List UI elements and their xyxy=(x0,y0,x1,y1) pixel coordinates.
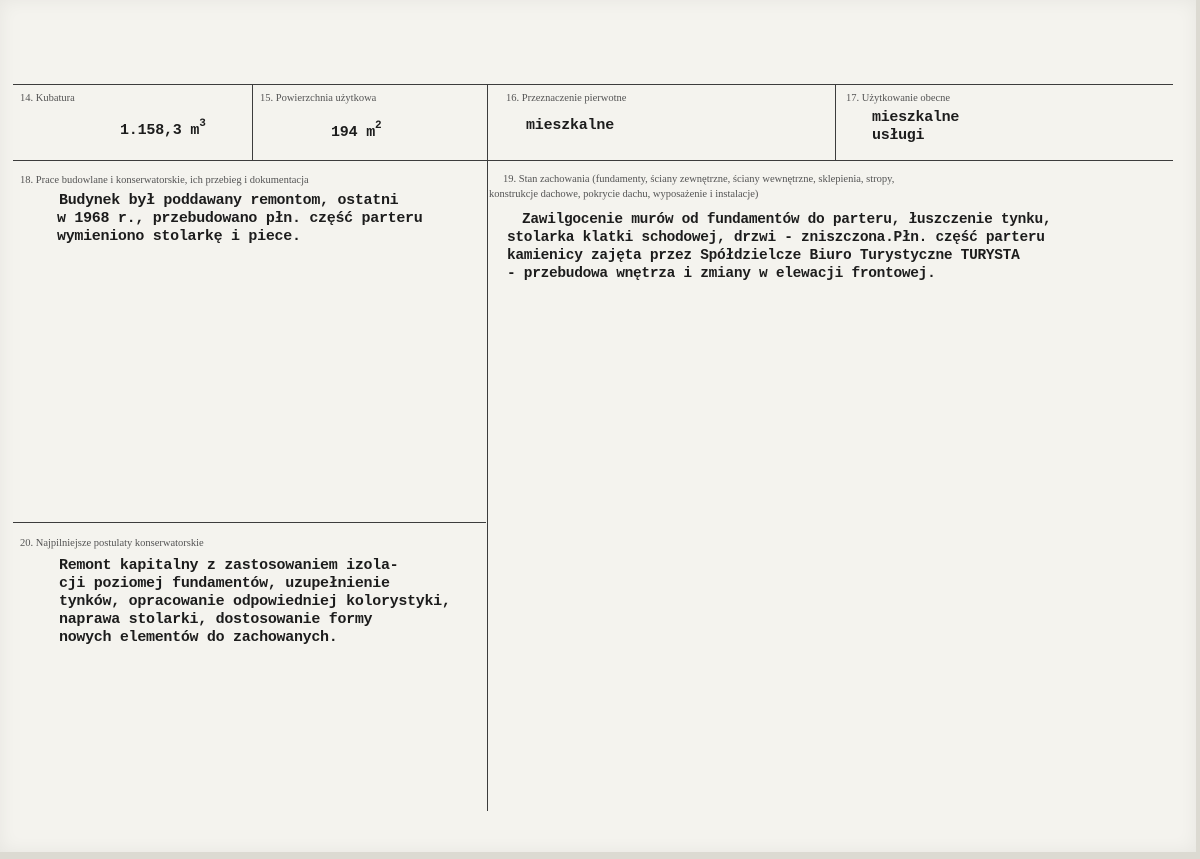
field-14-value xyxy=(120,115,206,140)
field-16-value: mieszkalne xyxy=(526,117,615,134)
row-divider xyxy=(13,160,1173,161)
field-20-line: nowych elementów do zachowanych. xyxy=(59,629,338,646)
field-20-text xyxy=(59,557,451,647)
field-19-line: stolarka klatki schodowej, drzwi - zniszczona.Płn. część parteru xyxy=(507,230,1045,246)
field-17-line: mieszkalne xyxy=(872,109,960,126)
field-17-value xyxy=(872,109,959,145)
field-15-unit-exponent: 2 xyxy=(375,120,382,132)
field-19-line: Zawilgocenie murów od fundamentów do parteru, łuszczenie tynku, xyxy=(522,212,1052,228)
field-15-label: 15. Powierzchnia użytkowa xyxy=(260,93,377,104)
field-19-line: - przebudowa wnętrza i zmiany w elewacji frontowej. xyxy=(507,266,936,282)
field-19-text xyxy=(507,211,1051,283)
field-17-line: usługi xyxy=(872,127,925,144)
field-19-label-line: 19. Stan zachowania (fundamenty, ściany zewnętrzne, ściany wewnętrzne, sklepienia, stropy, xyxy=(503,174,895,185)
field-19-label-line: konstrukcje dachowe, pokrycie dachu, wyposażenie i instalacje) xyxy=(489,189,759,200)
field-16-label: 16. Przeznaczenie pierwotne xyxy=(506,93,627,104)
field-20-line: naprawa stolarki, dostosowanie formy xyxy=(59,611,373,628)
field-14-label: 14. Kubatura xyxy=(20,93,75,104)
field-18-line: w 1968 r., przebudowano płn. część parteru xyxy=(57,210,423,227)
col-divider-15-16 xyxy=(487,84,488,811)
field-20-label: 20. Najpilniejsze postulaty konserwatorskie xyxy=(20,538,204,549)
top-rule xyxy=(13,84,1173,85)
section-divider xyxy=(13,522,486,523)
field-19-line: kamienicy zajęta przez Spółdzielcze Biuro Turystyczne TURYSTA xyxy=(507,248,1020,264)
field-18-line: Budynek był poddawany remontom, ostatni xyxy=(59,192,399,209)
field-14-number: 1.158,3 m xyxy=(120,122,200,139)
field-15-number: 194 m xyxy=(331,124,376,141)
col-divider-14-15 xyxy=(252,84,253,161)
field-18-line: wymieniono stolarkę i piece. xyxy=(57,228,301,245)
field-19-label xyxy=(489,173,895,201)
field-18-text xyxy=(59,192,422,246)
field-18-label: 18. Prace budowlane i konserwatorskie, ich przebieg i dokumentacja xyxy=(20,175,309,186)
field-20-line: Remont kapitalny z zastosowaniem izola- xyxy=(59,557,399,574)
col-divider-16-17 xyxy=(835,84,836,161)
field-17-label: 17. Użytkowanie obecne xyxy=(846,93,951,104)
field-20-line: tynków, opracowanie odpowiedniej kolorystyki, xyxy=(59,593,451,610)
field-14-unit-exponent: 3 xyxy=(199,118,206,130)
field-20-line: cji poziomej fundamentów, uzupełnienie xyxy=(59,575,390,592)
field-15-value xyxy=(331,117,381,142)
